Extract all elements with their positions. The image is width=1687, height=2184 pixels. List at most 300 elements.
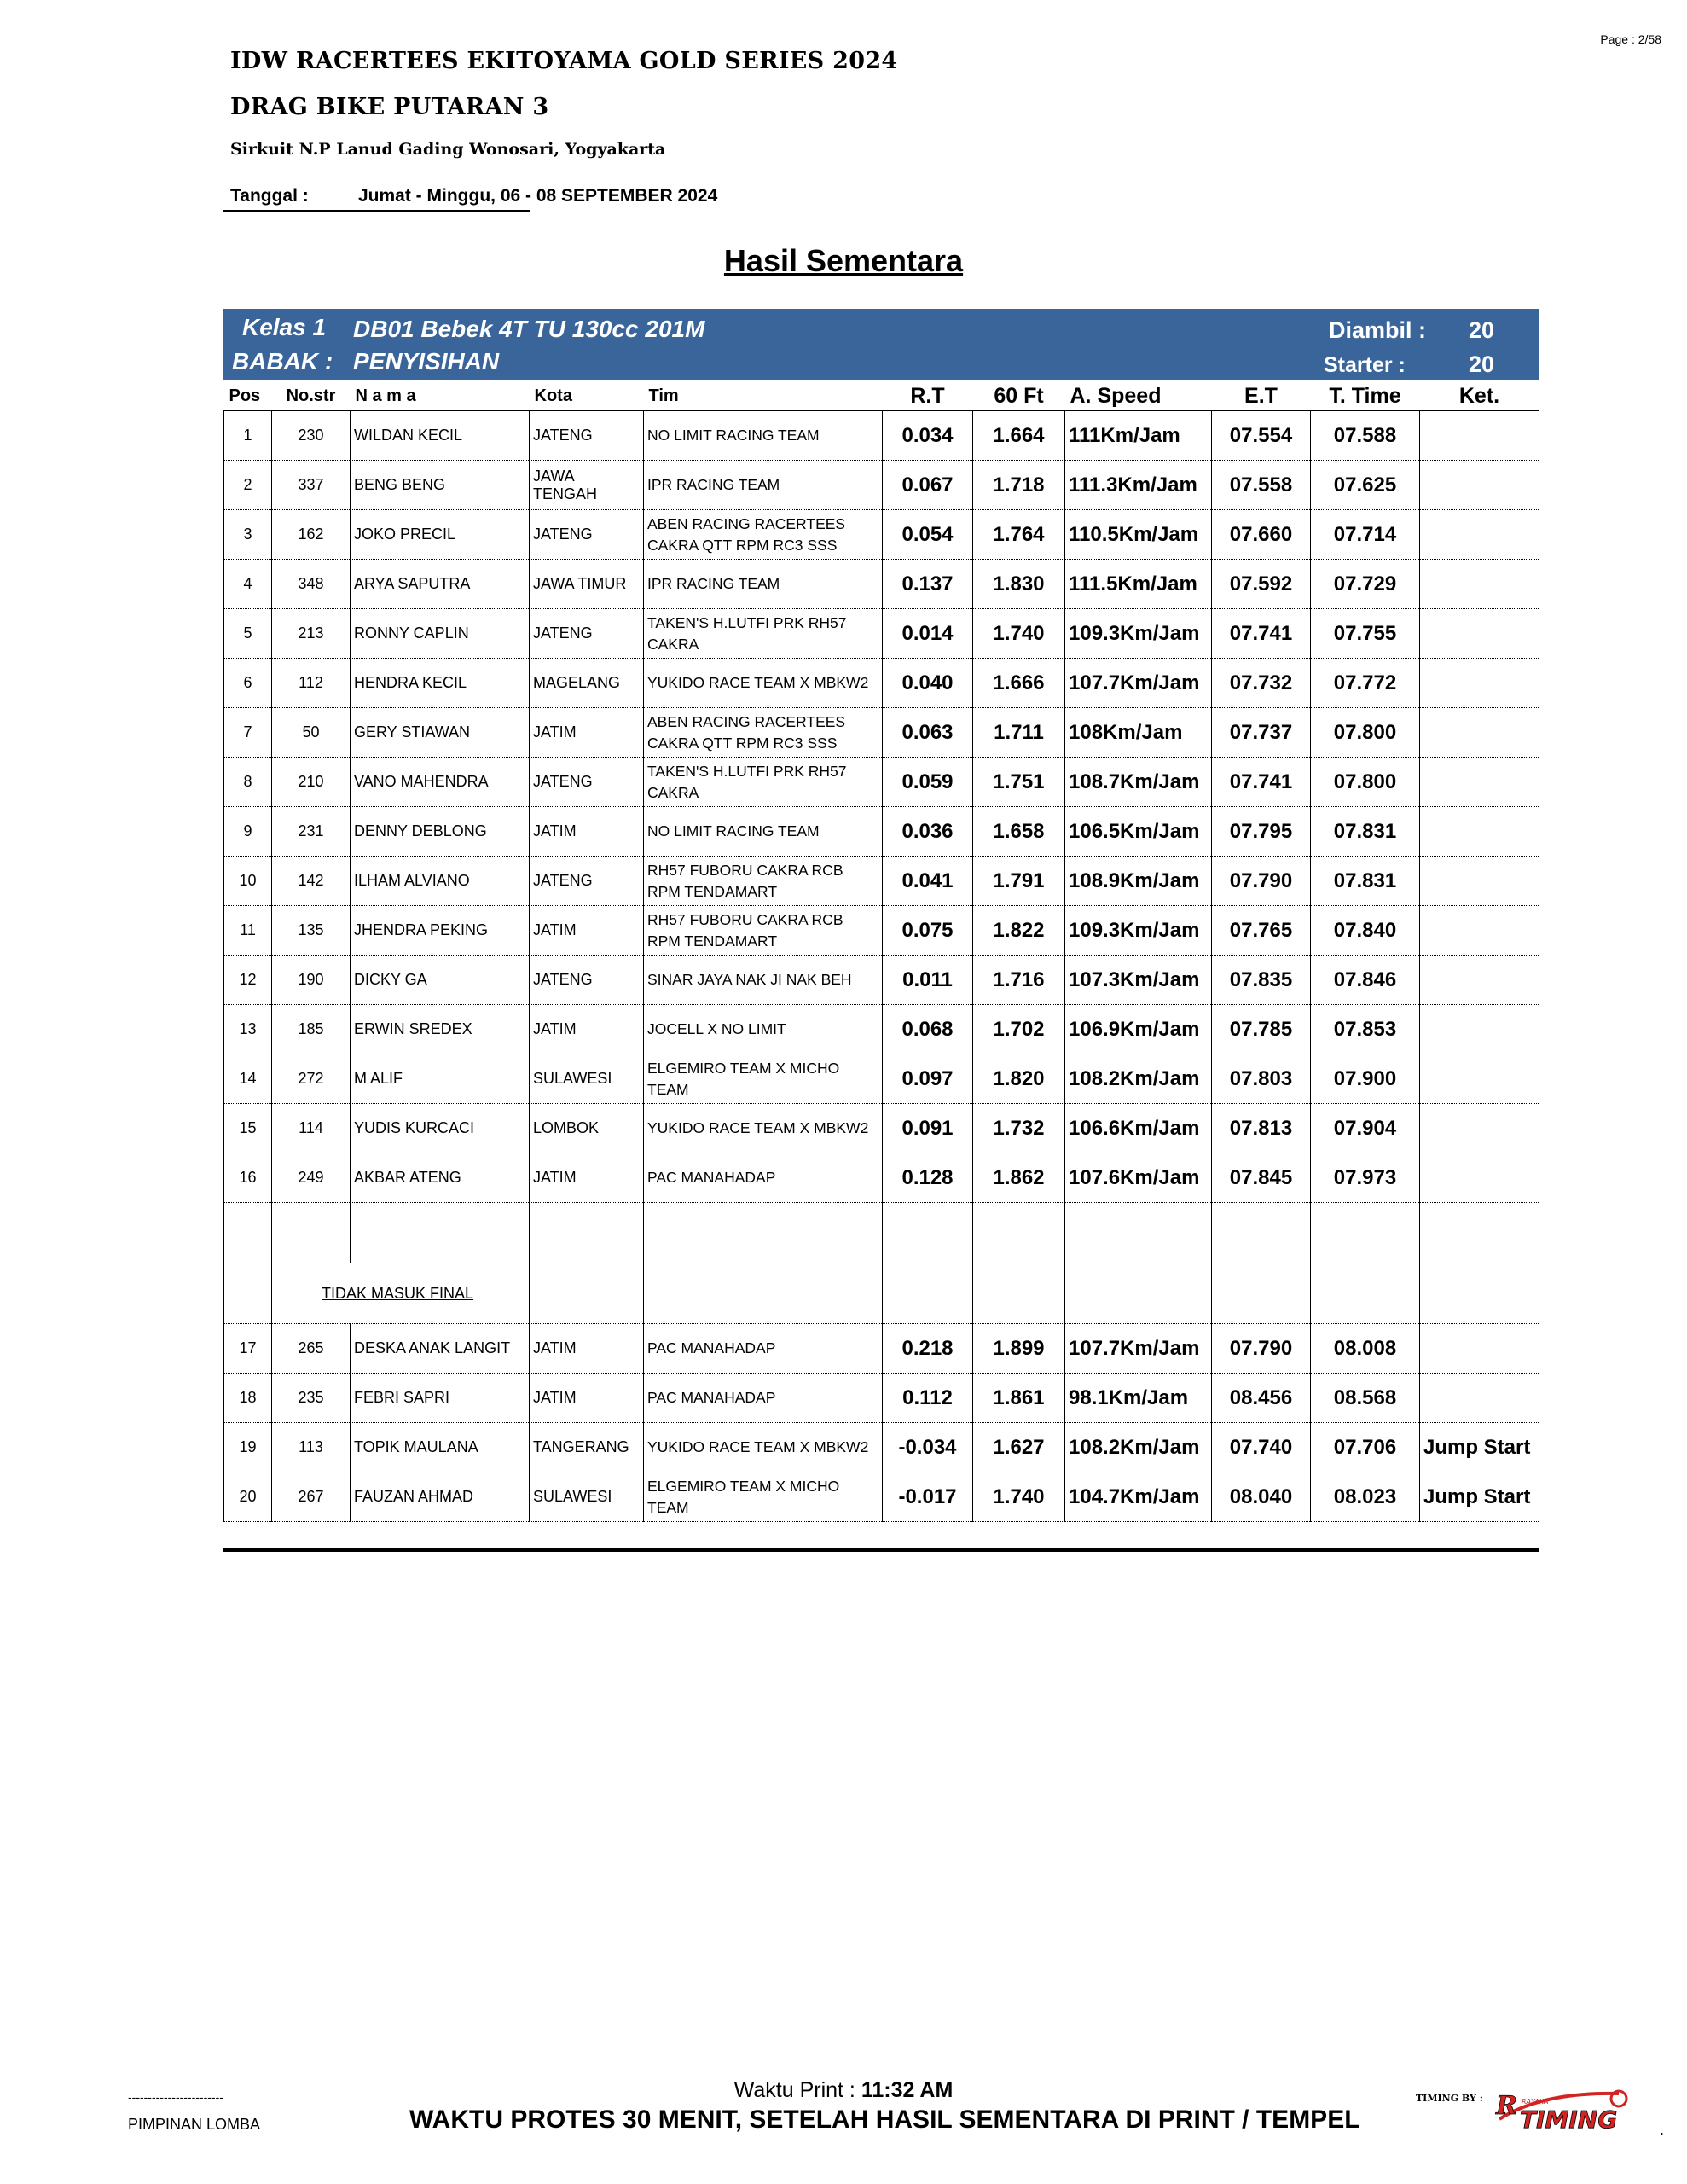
speed-cell: 106.6Km/Jam [1065, 1104, 1212, 1153]
empty-cell [1065, 1263, 1212, 1324]
ket-cell [1420, 510, 1539, 560]
pos-cell: 10 [224, 857, 272, 906]
rt-cell: 0.067 [883, 461, 973, 510]
ket-cell [1420, 1005, 1539, 1054]
rt-cell: 0.063 [883, 708, 973, 758]
ft60-cell: 1.820 [973, 1054, 1065, 1104]
table-row [224, 1005, 1539, 1054]
et-cell: 07.660 [1212, 510, 1311, 560]
ttime-cell: 07.706 [1311, 1423, 1420, 1472]
table-row [224, 560, 1539, 609]
city-cell: JAWA TENGAH [530, 461, 644, 510]
speed-cell: 110.5Km/Jam [1065, 510, 1212, 560]
table-row [224, 1472, 1539, 1522]
non-final-label-row [224, 1263, 1539, 1324]
ket-cell: Jump Start [1420, 1472, 1539, 1522]
team-cell: TAKEN'S H.LUTFI PRK RH57 CAKRA [644, 609, 883, 659]
ttime-cell: 07.853 [1311, 1005, 1420, 1054]
name-cell: VANO MAHENDRA [351, 758, 530, 807]
name-cell: AKBAR ATENG [351, 1153, 530, 1203]
ttime-cell: 07.846 [1311, 956, 1420, 1005]
results-table [223, 382, 1539, 1522]
city-cell: JATIM [530, 1153, 644, 1203]
name-cell: JOKO PRECIL [351, 510, 530, 560]
table-row [224, 708, 1539, 758]
et-cell: 07.558 [1212, 461, 1311, 510]
city-cell: JATIM [530, 1005, 644, 1054]
ket-cell [1420, 857, 1539, 906]
signature-line: ------------------------ [128, 2090, 223, 2104]
city-cell: JATIM [530, 708, 644, 758]
team-cell: PAC MANAHADAP [644, 1153, 883, 1203]
ttime-cell: 07.973 [1311, 1153, 1420, 1203]
empty-cell [1420, 1203, 1539, 1263]
ttime-cell: 07.840 [1311, 906, 1420, 956]
speed-cell: 111.3Km/Jam [1065, 461, 1212, 510]
timing-logo-small-text: RAYAKA [1522, 2098, 1549, 2106]
non-final-label: TIDAK MASUK FINAL [272, 1263, 530, 1324]
table-row [224, 807, 1539, 857]
diambil-label: Diambil : [1329, 317, 1427, 343]
rt-cell: 0.011 [883, 956, 973, 1005]
nostr-cell: 210 [272, 758, 351, 807]
col-speed: A. Speed [1065, 382, 1212, 410]
signature-label: PIMPINAN LOMBA [128, 2116, 261, 2133]
city-cell: JATIM [530, 807, 644, 857]
kelas-name: DB01 Bebek 4T TU 130cc 201M [353, 316, 705, 342]
rt-cell: 0.112 [883, 1374, 973, 1423]
kelas-label: Kelas 1 [242, 314, 327, 340]
col-pos: Pos [224, 382, 272, 410]
pos-cell: 4 [224, 560, 272, 609]
rt-cell: 0.091 [883, 1104, 973, 1153]
city-cell: LOMBOK [530, 1104, 644, 1153]
empty-cell [1420, 1263, 1539, 1324]
table-row [224, 1324, 1539, 1374]
rt-cell: 0.014 [883, 609, 973, 659]
nostr-cell: 135 [272, 906, 351, 956]
et-cell: 07.740 [1212, 1423, 1311, 1472]
nostr-cell: 235 [272, 1374, 351, 1423]
speed-cell: 104.7Km/Jam [1065, 1472, 1212, 1522]
team-cell: NO LIMIT RACING TEAM [644, 807, 883, 857]
team-cell: ELGEMIRO TEAM X MICHO TEAM [644, 1054, 883, 1104]
rt-cell: 0.040 [883, 659, 973, 708]
name-cell: ERWIN SREDEX [351, 1005, 530, 1054]
ttime-cell: 07.904 [1311, 1104, 1420, 1153]
pos-cell: 14 [224, 1054, 272, 1104]
section-title: Hasil Sementara [723, 243, 964, 278]
city-cell: TANGERANG [530, 1423, 644, 1472]
rt-cell: 0.034 [883, 410, 973, 461]
name-cell: HENDRA KECIL [351, 659, 530, 708]
page-number: Page : 2/58 [1600, 32, 1661, 46]
city-cell: JATENG [530, 857, 644, 906]
team-cell: ABEN RACING RACERTEES CAKRA QTT RPM RC3 SSS [644, 510, 883, 560]
ft60-cell: 1.899 [973, 1324, 1065, 1374]
nostr-cell: 114 [272, 1104, 351, 1153]
ft60-cell: 1.764 [973, 510, 1065, 560]
ttime-cell: 08.008 [1311, 1324, 1420, 1374]
pos-cell: 18 [224, 1374, 272, 1423]
table-row [224, 956, 1539, 1005]
speed-cell: 111Km/Jam [1065, 410, 1212, 461]
ttime-cell: 07.831 [1311, 857, 1420, 906]
city-cell: JATENG [530, 510, 644, 560]
spacer-row [224, 1203, 1539, 1263]
rt-cell: 0.041 [883, 857, 973, 906]
ttime-cell: 07.900 [1311, 1054, 1420, 1104]
speed-cell: 109.3Km/Jam [1065, 609, 1212, 659]
diambil-value: 20 [1469, 317, 1495, 343]
empty-cell [530, 1203, 644, 1263]
ft60-cell: 1.711 [973, 708, 1065, 758]
et-cell: 08.456 [1212, 1374, 1311, 1423]
print-time-value: 11:32 AM [861, 2078, 954, 2102]
empty-cell [883, 1203, 973, 1263]
pos-cell: 6 [224, 659, 272, 708]
event-title: IDW RACERTEES EKITOYAMA GOLD SERIES 2024 [230, 48, 898, 74]
city-cell: SULAWESI [530, 1054, 644, 1104]
speed-cell: 107.7Km/Jam [1065, 659, 1212, 708]
name-cell: DESKA ANAK LANGIT [351, 1324, 530, 1374]
ket-cell [1420, 1324, 1539, 1374]
name-cell: FAUZAN AHMAD [351, 1472, 530, 1522]
ket-cell [1420, 1374, 1539, 1423]
speed-cell: 108.9Km/Jam [1065, 857, 1212, 906]
table-row [224, 758, 1539, 807]
empty-cell [1212, 1263, 1311, 1324]
ft60-cell: 1.627 [973, 1423, 1065, 1472]
ttime-cell: 08.568 [1311, 1374, 1420, 1423]
speed-cell: 108.7Km/Jam [1065, 758, 1212, 807]
nostr-cell: 112 [272, 659, 351, 708]
ttime-cell: 07.800 [1311, 708, 1420, 758]
speed-cell: 98.1Km/Jam [1065, 1374, 1212, 1423]
empty-cell [883, 1263, 973, 1324]
team-cell: IPR RACING TEAM [644, 461, 883, 510]
pos-cell: 17 [224, 1324, 272, 1374]
ket-cell [1420, 461, 1539, 510]
nostr-cell: 272 [272, 1054, 351, 1104]
ft60-cell: 1.664 [973, 410, 1065, 461]
team-cell: NO LIMIT RACING TEAM [644, 410, 883, 461]
et-cell: 07.845 [1212, 1153, 1311, 1203]
col-ttime: T. Time [1311, 382, 1420, 410]
et-cell: 08.040 [1212, 1472, 1311, 1522]
pos-cell: 2 [224, 461, 272, 510]
city-cell: JATENG [530, 956, 644, 1005]
team-cell: ABEN RACING RACERTEES CAKRA QTT RPM RC3 SSS [644, 708, 883, 758]
team-cell: TAKEN'S H.LUTFI PRK RH57 CAKRA [644, 758, 883, 807]
table-row [224, 410, 1539, 461]
ttime-cell: 07.800 [1311, 758, 1420, 807]
team-cell: JOCELL X NO LIMIT [644, 1005, 883, 1054]
et-cell: 07.741 [1212, 609, 1311, 659]
pos-cell: 8 [224, 758, 272, 807]
date-underline [223, 210, 530, 212]
event-subtitle: DRAG BIKE PUTARAN 3 [230, 94, 549, 120]
pos-cell: 13 [224, 1005, 272, 1054]
nostr-cell: 265 [272, 1324, 351, 1374]
et-cell: 07.732 [1212, 659, 1311, 708]
city-cell: JATIM [530, 906, 644, 956]
ttime-cell: 07.755 [1311, 609, 1420, 659]
name-cell: M ALIF [351, 1054, 530, 1104]
empty-cell [644, 1263, 883, 1324]
pos-cell: 19 [224, 1423, 272, 1472]
et-cell: 07.803 [1212, 1054, 1311, 1104]
table-bottom-rule [223, 1548, 1539, 1552]
ttime-cell: 07.729 [1311, 560, 1420, 609]
table-row [224, 609, 1539, 659]
name-cell: DICKY GA [351, 956, 530, 1005]
city-cell: MAGELANG [530, 659, 644, 708]
table-row [224, 906, 1539, 956]
nostr-cell: 231 [272, 807, 351, 857]
name-cell: YUDIS KURCACI [351, 1104, 530, 1153]
table-row [224, 857, 1539, 906]
pos-cell: 11 [224, 906, 272, 956]
team-cell: SINAR JAYA NAK JI NAK BEH [644, 956, 883, 1005]
pos-cell: 12 [224, 956, 272, 1005]
empty-cell [973, 1263, 1065, 1324]
ft60-cell: 1.822 [973, 906, 1065, 956]
team-cell: PAC MANAHADAP [644, 1374, 883, 1423]
pos-cell: 15 [224, 1104, 272, 1153]
timing-logo-text: TIMING [1520, 2106, 1618, 2133]
name-cell: DENNY DEBLONG [351, 807, 530, 857]
print-time-label: Waktu Print : [733, 2078, 855, 2102]
event-date-row [230, 186, 717, 206]
ket-cell [1420, 560, 1539, 609]
col-60ft: 60 Ft [973, 382, 1065, 410]
ttime-cell: 07.772 [1311, 659, 1420, 708]
ft60-cell: 1.751 [973, 758, 1065, 807]
ket-cell [1420, 410, 1539, 461]
ft60-cell: 1.718 [973, 461, 1065, 510]
rt-cell: 0.054 [883, 510, 973, 560]
empty-cell [1065, 1203, 1212, 1263]
et-cell: 07.795 [1212, 807, 1311, 857]
date-value: Jumat - Minggu, 06 - 08 SEPTEMBER 2024 [358, 186, 718, 206]
ttime-cell: 07.831 [1311, 807, 1420, 857]
ket-cell [1420, 1054, 1539, 1104]
team-cell: IPR RACING TEAM [644, 560, 883, 609]
col-rt: R.T [883, 382, 973, 410]
empty-cell [224, 1263, 272, 1324]
empty-cell [973, 1203, 1065, 1263]
name-cell: BENG BENG [351, 461, 530, 510]
nostr-cell: 142 [272, 857, 351, 906]
table-row [224, 659, 1539, 708]
ft60-cell: 1.740 [973, 609, 1065, 659]
speed-cell: 106.9Km/Jam [1065, 1005, 1212, 1054]
nostr-cell: 162 [272, 510, 351, 560]
ttime-cell: 07.588 [1311, 410, 1420, 461]
city-cell: JATIM [530, 1324, 644, 1374]
team-cell: YUKIDO RACE TEAM X MBKW2 [644, 1104, 883, 1153]
ket-cell [1420, 807, 1539, 857]
pos-cell: 7 [224, 708, 272, 758]
ft60-cell: 1.861 [973, 1374, 1065, 1423]
name-cell: TOPIK MAULANA [351, 1423, 530, 1472]
nostr-cell: 113 [272, 1423, 351, 1472]
et-cell: 07.813 [1212, 1104, 1311, 1153]
nostr-cell: 249 [272, 1153, 351, 1203]
et-cell: 07.785 [1212, 1005, 1311, 1054]
city-cell: JATENG [530, 758, 644, 807]
col-tim: Tim [644, 382, 883, 410]
et-cell: 07.741 [1212, 758, 1311, 807]
table-row [224, 1423, 1539, 1472]
timing-by-label: TIMING BY : [1416, 2093, 1483, 2104]
ket-cell [1420, 659, 1539, 708]
ft60-cell: 1.740 [973, 1472, 1065, 1522]
nostr-cell: 50 [272, 708, 351, 758]
speed-cell: 108.2Km/Jam [1065, 1054, 1212, 1104]
ket-cell [1420, 906, 1539, 956]
name-cell: ILHAM ALVIANO [351, 857, 530, 906]
name-cell: JHENDRA PEKING [351, 906, 530, 956]
empty-cell [272, 1203, 351, 1263]
babak-label: BABAK : [232, 348, 333, 375]
col-et: E.T [1212, 382, 1311, 410]
ft60-cell: 1.830 [973, 560, 1065, 609]
ket-cell: Jump Start [1420, 1423, 1539, 1472]
empty-cell [351, 1203, 530, 1263]
table-row [224, 1054, 1539, 1104]
et-cell: 07.592 [1212, 560, 1311, 609]
nostr-cell: 213 [272, 609, 351, 659]
table-row [224, 1104, 1539, 1153]
ket-cell [1420, 956, 1539, 1005]
date-label: Tanggal : [230, 186, 309, 206]
venue: Sirkuit N.P Lanud Gading Wonosari, Yogyakarta [230, 140, 666, 159]
nostr-cell: 348 [272, 560, 351, 609]
et-cell: 07.554 [1212, 410, 1311, 461]
nostr-cell: 267 [272, 1472, 351, 1522]
pos-cell: 20 [224, 1472, 272, 1522]
team-cell: RH57 FUBORU CAKRA RCB RPM TENDAMART [644, 906, 883, 956]
rt-cell: -0.017 [883, 1472, 973, 1522]
starter-label: Starter : [1324, 353, 1406, 377]
rt-cell: 0.128 [883, 1153, 973, 1203]
col-ket: Ket. [1420, 382, 1539, 410]
empty-cell [644, 1203, 883, 1263]
empty-cell [1311, 1263, 1420, 1324]
ket-cell [1420, 609, 1539, 659]
rt-cell: -0.034 [883, 1423, 973, 1472]
city-cell: JATIM [530, 1374, 644, 1423]
trailing-dot: . [1660, 2121, 1665, 2138]
team-cell: ELGEMIRO TEAM X MICHO TEAM [644, 1472, 883, 1522]
speed-cell: 107.3Km/Jam [1065, 956, 1212, 1005]
results-body [224, 410, 1539, 1522]
name-cell: RONNY CAPLIN [351, 609, 530, 659]
ket-cell [1420, 758, 1539, 807]
ket-cell [1420, 1104, 1539, 1153]
empty-cell [224, 1203, 272, 1263]
starter-value: 20 [1469, 351, 1495, 377]
pos-cell: 3 [224, 510, 272, 560]
speed-cell: 109.3Km/Jam [1065, 906, 1212, 956]
timing-logo [1491, 2087, 1634, 2133]
name-cell: FEBRI SAPRI [351, 1374, 530, 1423]
rt-cell: 0.036 [883, 807, 973, 857]
col-nama: N a m a [351, 382, 530, 410]
city-cell: JAWA TIMUR [530, 560, 644, 609]
speed-cell: 111.5Km/Jam [1065, 560, 1212, 609]
speed-cell: 108.2Km/Jam [1065, 1423, 1212, 1472]
rt-cell: 0.137 [883, 560, 973, 609]
team-cell: YUKIDO RACE TEAM X MBKW2 [644, 659, 883, 708]
table-row [224, 510, 1539, 560]
name-cell: GERY STIAWAN [351, 708, 530, 758]
nostr-cell: 190 [272, 956, 351, 1005]
class-header-band [223, 309, 1539, 380]
speed-cell: 108Km/Jam [1065, 708, 1212, 758]
team-cell: PAC MANAHADAP [644, 1324, 883, 1374]
ttime-cell: 07.625 [1311, 461, 1420, 510]
ft60-cell: 1.716 [973, 956, 1065, 1005]
rt-cell: 0.068 [883, 1005, 973, 1054]
name-cell: ARYA SAPUTRA [351, 560, 530, 609]
empty-cell [530, 1263, 644, 1324]
ttime-cell: 08.023 [1311, 1472, 1420, 1522]
pos-cell: 16 [224, 1153, 272, 1203]
et-cell: 07.737 [1212, 708, 1311, 758]
pos-cell: 5 [224, 609, 272, 659]
empty-cell [1311, 1203, 1420, 1263]
nostr-cell: 230 [272, 410, 351, 461]
col-nostr: No.str [272, 382, 351, 410]
et-cell: 07.790 [1212, 1324, 1311, 1374]
et-cell: 07.835 [1212, 956, 1311, 1005]
svg-text:R: R [1496, 2091, 1517, 2121]
nostr-cell: 185 [272, 1005, 351, 1054]
ft60-cell: 1.791 [973, 857, 1065, 906]
rt-cell: 0.059 [883, 758, 973, 807]
col-kota: Kota [530, 382, 644, 410]
ft60-cell: 1.658 [973, 807, 1065, 857]
city-cell: JATENG [530, 609, 644, 659]
babak-name: PENYISIHAN [353, 348, 500, 375]
speed-cell: 107.7Km/Jam [1065, 1324, 1212, 1374]
ttime-cell: 07.714 [1311, 510, 1420, 560]
empty-cell [1212, 1203, 1311, 1263]
table-row [224, 1153, 1539, 1203]
table-header-row [224, 382, 1539, 410]
ket-cell [1420, 1153, 1539, 1203]
table-row [224, 461, 1539, 510]
protest-note: WAKTU PROTES 30 MENIT, SETELAH HASIL SEMENTARA DI PRINT / TEMPEL [409, 2106, 1360, 2134]
ft60-cell: 1.732 [973, 1104, 1065, 1153]
speed-cell: 106.5Km/Jam [1065, 807, 1212, 857]
rt-cell: 0.097 [883, 1054, 973, 1104]
rt-cell: 0.075 [883, 906, 973, 956]
team-cell: RH57 FUBORU CAKRA RCB RPM TENDAMART [644, 857, 883, 906]
name-cell: WILDAN KECIL [351, 410, 530, 461]
table-row [224, 1374, 1539, 1423]
pos-cell: 1 [224, 410, 272, 461]
speed-cell: 107.6Km/Jam [1065, 1153, 1212, 1203]
nostr-cell: 337 [272, 461, 351, 510]
ft60-cell: 1.702 [973, 1005, 1065, 1054]
city-cell: SULAWESI [530, 1472, 644, 1522]
team-cell: YUKIDO RACE TEAM X MBKW2 [644, 1423, 883, 1472]
rt-cell: 0.218 [883, 1324, 973, 1374]
